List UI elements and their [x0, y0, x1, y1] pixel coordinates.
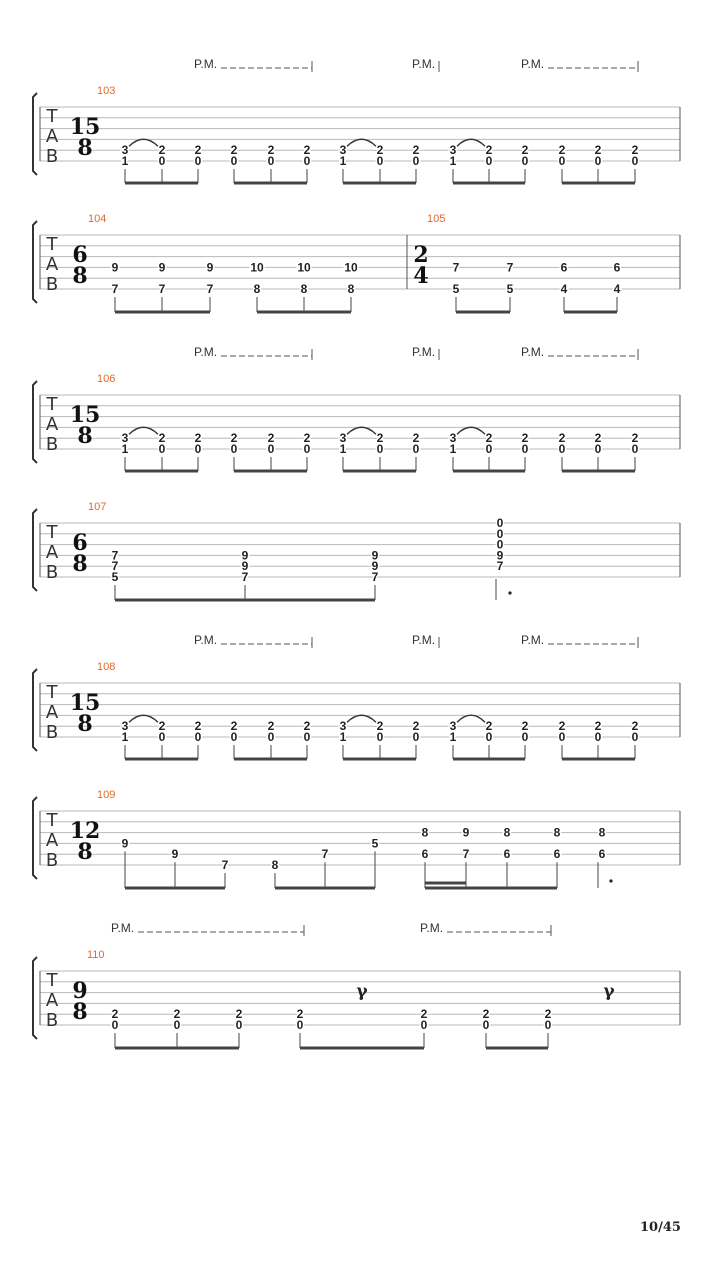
fret-number: 0	[631, 730, 639, 744]
fret-number: 3	[449, 719, 457, 734]
fret-number: 2	[594, 719, 602, 734]
fret-number: 9	[121, 836, 129, 851]
eighth-rest: γ	[603, 981, 615, 1002]
tab-clef-letter: A	[45, 126, 59, 147]
slur-arc	[457, 715, 485, 722]
tab-clef-letter: B	[45, 1010, 59, 1031]
measure-103-bracket	[33, 93, 37, 175]
fret-number: 2	[173, 1007, 181, 1022]
measure-106-time-bottom: 8	[77, 423, 93, 449]
fret-number: 0	[267, 442, 275, 456]
fret-number: 0	[376, 730, 384, 744]
tab-clef-letter: T	[46, 394, 58, 415]
rhythm-dot	[609, 879, 612, 882]
measure-number: 110	[87, 949, 105, 961]
fret-number: 5	[452, 282, 460, 296]
tab-clef-letter: B	[45, 146, 59, 167]
palm-mute-label: P.M.	[521, 633, 545, 647]
fret-number: 0	[496, 516, 504, 530]
fret-number: 0	[412, 154, 420, 168]
fret-number: 6	[553, 847, 561, 862]
palm-mute-label: P.M.	[521, 345, 545, 359]
fret-number: 0	[558, 730, 566, 744]
fret-number: 3	[121, 143, 129, 158]
fret-number: 0	[230, 154, 238, 168]
fret-number: 3	[339, 719, 347, 734]
measure-110-time-bottom: 8	[72, 999, 88, 1025]
fret-number: 3	[339, 431, 347, 446]
fret-number: 6	[421, 847, 429, 862]
measure-107-time-top: 6	[72, 530, 88, 556]
fret-number: 2	[485, 431, 493, 446]
slur-arc	[347, 427, 376, 434]
fret-number: 1	[339, 442, 347, 456]
fret-number: 0	[158, 442, 166, 456]
fret-number: 2	[558, 719, 566, 734]
fret-number: 1	[121, 442, 129, 456]
fret-number: 9	[206, 260, 214, 275]
palm-mute-label: P.M.	[420, 921, 444, 935]
fret-number: 0	[594, 442, 602, 456]
fret-number: 0	[412, 442, 420, 456]
fret-number: 2	[267, 719, 275, 734]
palm-mute-label: P.M.	[412, 633, 436, 647]
measure-109-bracket	[33, 797, 37, 879]
fret-number: 0	[485, 154, 493, 168]
rhythm-dot	[508, 591, 511, 594]
slur-arc	[129, 427, 158, 434]
slur-arc	[129, 139, 158, 146]
fret-number: 2	[631, 431, 639, 446]
fret-number: 0	[558, 154, 566, 168]
tab-clef-letter: A	[45, 702, 59, 723]
fret-number: 4	[613, 282, 621, 296]
tab-clef-letter: T	[46, 682, 58, 703]
fret-number: 9	[371, 548, 379, 563]
measure-number: 106	[97, 373, 116, 385]
fret-number: 6	[613, 260, 621, 275]
page-number: 10/45	[640, 1220, 681, 1235]
fret-number: 3	[449, 431, 457, 446]
fret-number: 0	[594, 154, 602, 168]
fret-number: 7	[111, 282, 119, 296]
fret-number: 10	[344, 260, 358, 275]
fret-number: 0	[521, 442, 529, 456]
fret-number: 9	[371, 559, 379, 574]
fret-number: 5	[371, 836, 379, 851]
slur-arc	[347, 715, 376, 722]
slur-arc	[129, 715, 158, 722]
fret-number: 7	[111, 559, 119, 574]
fret-number: 2	[594, 431, 602, 446]
fret-number: 3	[339, 143, 347, 158]
fret-number: 7	[371, 570, 379, 584]
fret-number: 2	[267, 431, 275, 446]
fret-number: 2	[230, 719, 238, 734]
fret-number: 2	[194, 431, 202, 446]
measure-110-time-top: 9	[72, 978, 88, 1004]
measure-104-bracket	[33, 221, 37, 303]
fret-number: 1	[449, 730, 457, 744]
fret-number: 8	[253, 282, 261, 296]
fret-number: 2	[303, 143, 311, 158]
fret-number: 9	[158, 260, 166, 275]
fret-number: 0	[267, 730, 275, 744]
fret-number: 0	[296, 1018, 304, 1032]
slur-arc	[457, 427, 485, 434]
tab-clef-letter: T	[46, 234, 58, 255]
fret-number: 2	[296, 1007, 304, 1022]
fret-number: 3	[449, 143, 457, 158]
palm-mute-label: P.M.	[194, 345, 218, 359]
fret-number: 2	[267, 143, 275, 158]
fret-number: 0	[412, 730, 420, 744]
fret-number: 4	[560, 282, 568, 296]
fret-number: 9	[496, 548, 504, 563]
fret-number: 7	[221, 858, 229, 872]
fret-number: 2	[420, 1007, 428, 1022]
measure-108-time-bottom: 8	[77, 711, 93, 737]
fret-number: 0	[544, 1018, 552, 1032]
fret-number: 0	[496, 537, 504, 552]
measure-105-time-bottom: 4	[413, 263, 429, 289]
fret-number: 7	[321, 847, 329, 862]
fret-number: 2	[558, 431, 566, 446]
measure-number: 109	[97, 789, 116, 801]
fret-number: 0	[631, 154, 639, 168]
fret-number: 0	[558, 442, 566, 456]
fret-number: 0	[485, 730, 493, 744]
fret-number: 7	[241, 570, 249, 584]
fret-number: 7	[462, 847, 470, 862]
measure-109-time-bottom: 8	[77, 839, 93, 865]
fret-number: 5	[111, 570, 119, 584]
fret-number: 8	[271, 858, 279, 872]
fret-number: 0	[376, 154, 384, 168]
fret-number: 0	[230, 730, 238, 744]
fret-number: 5	[506, 282, 514, 296]
tab-clef-letter: B	[45, 434, 59, 455]
fret-number: 2	[235, 1007, 243, 1022]
slur-arc	[457, 139, 485, 146]
measure-108-bracket	[33, 669, 37, 751]
fret-number: 2	[111, 1007, 119, 1022]
fret-number: 9	[111, 260, 119, 275]
fret-number: 10	[297, 260, 311, 275]
tab-clef-letter: T	[46, 970, 58, 991]
fret-number: 2	[230, 143, 238, 158]
fret-number: 0	[303, 442, 311, 456]
tab-clef-letter: B	[45, 722, 59, 743]
fret-number: 0	[158, 154, 166, 168]
slur-arc	[347, 139, 376, 146]
fret-number: 0	[420, 1018, 428, 1032]
fret-number: 10	[250, 260, 264, 275]
fret-number: 2	[303, 719, 311, 734]
fret-number: 2	[194, 719, 202, 734]
fret-number: 0	[376, 442, 384, 456]
tab-clef-letter: A	[45, 542, 59, 563]
fret-number: 2	[303, 431, 311, 446]
fret-number: 2	[521, 719, 529, 734]
fret-number: 1	[449, 154, 457, 168]
fret-number: 1	[121, 154, 129, 168]
fret-number: 9	[171, 847, 179, 862]
fret-number: 0	[521, 154, 529, 168]
fret-number: 9	[462, 825, 470, 840]
fret-number: 7	[158, 282, 166, 296]
palm-mute-label: P.M.	[412, 345, 436, 359]
measure-108-time-top: 15	[69, 690, 101, 716]
fret-number: 0	[111, 1018, 119, 1032]
fret-number: 2	[485, 143, 493, 158]
fret-number: 2	[558, 143, 566, 158]
fret-number: 2	[158, 719, 166, 734]
tab-clef-letter: B	[45, 274, 59, 295]
fret-number: 2	[376, 143, 384, 158]
fret-number: 2	[412, 143, 420, 158]
measure-110-bracket	[33, 957, 37, 1039]
measure-number: 108	[97, 661, 116, 673]
tab-clef-letter: B	[45, 562, 59, 583]
tab-clef-letter: T	[46, 810, 58, 831]
fret-number: 0	[267, 154, 275, 168]
fret-number: 3	[121, 431, 129, 446]
palm-mute-label: P.M.	[194, 57, 218, 71]
fret-number: 0	[230, 442, 238, 456]
fret-number: 0	[194, 154, 202, 168]
tab-clef-letter: B	[45, 850, 59, 871]
fret-number: 8	[347, 282, 355, 296]
fret-number: 2	[194, 143, 202, 158]
measure-number: 107	[88, 501, 107, 513]
fret-number: 3	[121, 719, 129, 734]
fret-number: 1	[339, 154, 347, 168]
measure-103-time-bottom: 8	[77, 135, 93, 161]
fret-number: 8	[553, 825, 561, 840]
fret-number: 7	[496, 559, 504, 574]
fret-number: 7	[111, 548, 119, 563]
fret-number: 2	[544, 1007, 552, 1022]
fret-number: 9	[241, 548, 249, 563]
tab-clef-letter: A	[45, 254, 59, 275]
fret-number: 0	[173, 1018, 181, 1032]
fret-number: 0	[194, 442, 202, 456]
palm-mute-label: P.M.	[111, 921, 135, 935]
fret-number: 0	[631, 442, 639, 456]
tab-clef-letter: T	[46, 106, 58, 127]
tab-clef-letter: A	[45, 830, 59, 851]
fret-number: 7	[206, 282, 214, 296]
fret-number: 2	[376, 431, 384, 446]
fret-number: 0	[482, 1018, 490, 1032]
fret-number: 2	[412, 719, 420, 734]
fret-number: 6	[560, 260, 568, 275]
fret-number: 2	[230, 431, 238, 446]
measure-number: 104	[88, 213, 107, 225]
fret-number: 0	[303, 154, 311, 168]
fret-number: 0	[521, 730, 529, 744]
tab-clef-letter: T	[46, 522, 58, 543]
fret-number: 0	[158, 730, 166, 744]
fret-number: 8	[503, 825, 511, 840]
fret-number: 0	[235, 1018, 243, 1032]
measure-109-time-top: 12	[69, 818, 101, 844]
measure-107-bracket	[33, 509, 37, 591]
fret-number: 0	[496, 526, 504, 541]
palm-mute-label: P.M.	[412, 57, 436, 71]
measure-number: 105	[427, 213, 446, 225]
fret-number: 2	[412, 431, 420, 446]
measure-106-time-top: 15	[69, 402, 101, 428]
fret-number: 0	[194, 730, 202, 744]
measure-number: 103	[97, 85, 116, 97]
fret-number: 2	[521, 143, 529, 158]
eighth-rest: γ	[356, 981, 368, 1002]
fret-number: 6	[503, 847, 511, 862]
fret-number: 8	[300, 282, 308, 296]
measure-103-time-top: 15	[69, 114, 101, 140]
fret-number: 2	[482, 1007, 490, 1022]
palm-mute-label: P.M.	[521, 57, 545, 71]
measure-104-time-top: 6	[72, 242, 88, 268]
measure-106-bracket	[33, 381, 37, 463]
tab-clef-letter: A	[45, 990, 59, 1011]
fret-number: 7	[452, 260, 460, 275]
palm-mute-label: P.M.	[194, 633, 218, 647]
fret-number: 9	[241, 559, 249, 574]
fret-number: 2	[631, 143, 639, 158]
fret-number: 2	[376, 719, 384, 734]
fret-number: 2	[158, 143, 166, 158]
fret-number: 1	[339, 730, 347, 744]
fret-number: 6	[598, 847, 606, 862]
fret-number: 2	[594, 143, 602, 158]
measure-104-time-bottom: 8	[72, 263, 88, 289]
measure-105-time-top: 2	[413, 242, 429, 268]
tab-clef-letter: A	[45, 414, 59, 435]
fret-number: 0	[303, 730, 311, 744]
fret-number: 8	[598, 825, 606, 840]
measure-107-time-bottom: 8	[72, 551, 88, 577]
fret-number: 2	[485, 719, 493, 734]
fret-number: 1	[121, 730, 129, 744]
fret-number: 1	[449, 442, 457, 456]
fret-number: 7	[506, 260, 514, 275]
fret-number: 8	[421, 825, 429, 840]
fret-number: 2	[521, 431, 529, 446]
fret-number: 0	[485, 442, 493, 456]
fret-number: 0	[594, 730, 602, 744]
fret-number: 2	[158, 431, 166, 446]
fret-number: 2	[631, 719, 639, 734]
